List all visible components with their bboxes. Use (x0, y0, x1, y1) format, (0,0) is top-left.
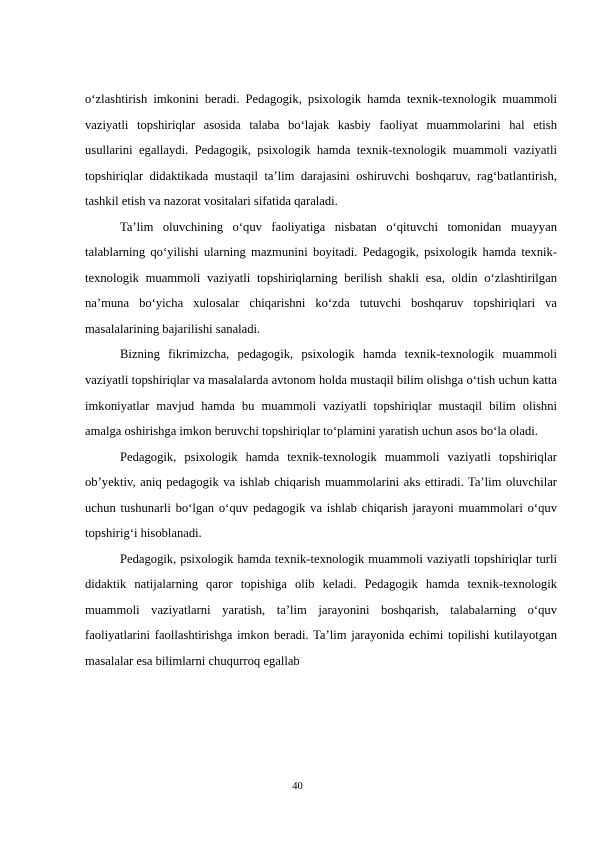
paragraph-2: Ta’lim oluvchining o‘quv faoliyatiga nisbatan o‘qituvchi tomonidan muayyan talablarning qo‘yilishi ularning mazmunini boyitadi. Pedagogik, psixologik hamda texnik-texnologik muammoli vaziyatli topshiriqlarning berilish shakli esa, oldin o‘zlashtirilgan na’muna bo‘yicha xulosalar chiqarishni ko‘zda tutuvchi boshqaruv topshiriqlari va masalalarining bajarilishi sanaladi. (85, 219, 557, 336)
paragraph-3: Bizning fikrimizcha, pedagogik, psixologik hamda texnik-texnologik muammoli vaziyatli topshiriqlar va masalalarda avtonom holda mustaqil bilim olishga o‘tish uchun katta imkoniyatlar mavjud hamda bu muammoli vaziyatli topshiriqlar mustaqil bilim olishni amalga oshirishga imkon beruvchi topshiriqlar to‘plamini yaratish uchun asos bo‘la oladi. (85, 347, 557, 439)
page-number: 40 (292, 781, 303, 792)
body-text (85, 87, 557, 675)
paragraph-1: o‘zlashtirish imkonini beradi. Pedagogik, psixologik hamda texnik-texnologik muammoli vaziyatli topshiriqlar asosida talaba bo‘lajak kasbiy faoliyat muammolarini hal etish usullarini egallaydi. Pedagogik, psixologik hamda texnik-texnologik muammoli vaziyatli topshiriqlar didaktikada mustaqil ta’lim darajasini oshiruvchi boshqaruv, rag‘batlantirish, tashkil etish va nazorat vositalari sifatida qaraladi. (85, 92, 557, 209)
paragraph-4: Pedagogik, psixologik hamda texnik-texnologik muammoli vaziyatli topshiriqlar ob’yektiv, aniq pedagogik va ishlab chiqarish muammolarini aks ettiradi. Ta’lim oluvchilar uchun tushunarli bo‘lgan o‘quv pedagogik va ishlab chiqarish jarayoni muammolari o‘quv topshirig‘i hisoblanadi. (85, 449, 557, 541)
paragraph-5: Pedagogik, psixologik hamda texnik-texnologik muammoli vaziyatli topshiriqlar turli didaktik natijalarning qaror topishiga olib keladi. Pedagogik hamda texnik-texnologik muammoli vaziyatlarni yaratish, ta’lim jarayonini boshqarish, talabalarning o‘quv faoliyatlarini faollashtirishga imkon beradi. Ta’lim jarayonida echimi topilishi kutilayotgan masalalar esa bilimlarni chuqurroq egallab (85, 551, 557, 669)
